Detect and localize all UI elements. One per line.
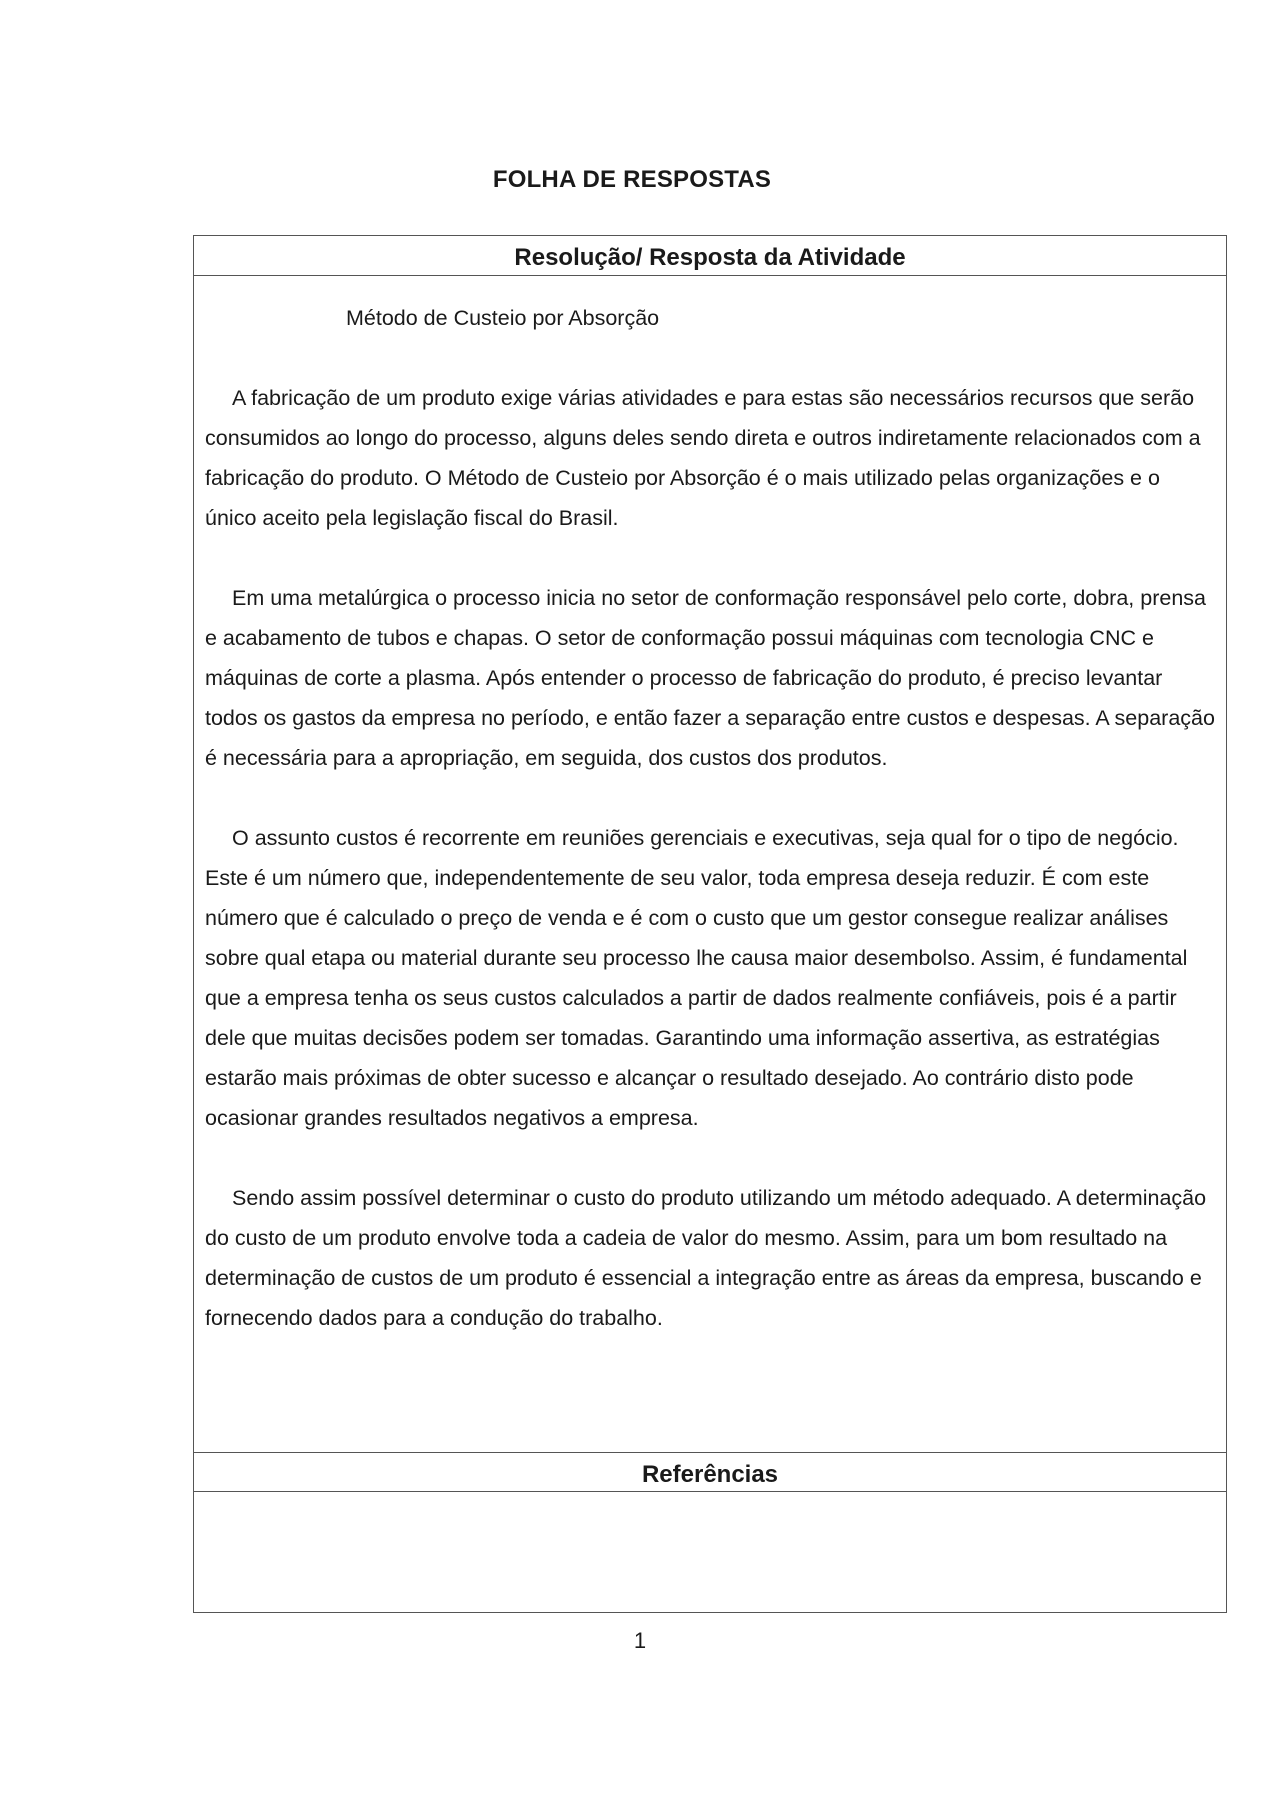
answer-paragraph-2: Em uma metalúrgica o processo inicia no setor de conformação responsável pelo corte, dobra, prensa e acabamento de tubos e chapas. O setor de conformação possui máquinas com tecnologia CNC e máquinas de corte a plasma. Após entender o processo de fabricação do produto, é preciso levantar todos os gastos da empresa no período, e então fazer a separação entre custos e despesas. A separação é necessária para a apropriação, em seguida, dos custos dos produtos. bbox=[205, 586, 1215, 770]
page-title: FOLHA DE RESPOSTAS bbox=[492, 166, 772, 193]
references-header: Referências bbox=[194, 1452, 1226, 1492]
answer-section-header: Resolução/ Resposta da Atividade bbox=[194, 236, 1226, 276]
answer-paragraph-4: Sendo assim possível determinar o custo do produto utilizando um método adequado. A determinação do custo de um produto envolve toda a cadeia de valor do mesmo. Assim, para um bom resultado na determinação de custos de um produto é essencial a integração entre as áreas da empresa, buscando e fornecendo dados para a condução do trabalho. bbox=[205, 1186, 1207, 1330]
answer-subtitle: Método de Custeio por Absorção bbox=[346, 306, 660, 330]
answer-body bbox=[194, 298, 1226, 1452]
references-body bbox=[194, 1492, 1226, 1612]
answer-paragraph-3: O assunto custos é recorrente em reuniões gerenciais e executivas, seja qual for o tipo de negócio. Este é um número que, independentemente de seu valor, toda empresa deseja reduzir. É com este número que é calculado o preço de venda e é com o custo que um gestor consegue realizar análises sobre qual etapa ou material durante seu processo lhe causa maior desembolso. Assim, é fundamental que a empresa tenha os seus custos calculados a partir de dados realmente confiáveis, pois é a partir dele que muitas decisões podem ser tomadas. Garantindo uma informação assertiva, as estratégias estarão mais próximas de obter sucesso e alcançar o resultado desejado. Ao contrário disto pode ocasionar grandes resultados negativos a empresa. bbox=[205, 826, 1188, 1130]
page-number: 1 bbox=[633, 1628, 647, 1653]
answer-paragraph-1: A fabricação de um produto exige várias atividades e para estas são necessários recursos que serão consumidos ao longo do processo, alguns deles sendo direta e outros indiretamente relacionados com a fabricação do produto. O Método de Custeio por Absorção é o mais utilizado pelas organizações e o único aceito pela legislação fiscal do Brasil. bbox=[205, 386, 1201, 530]
answer-table bbox=[193, 235, 1227, 1613]
